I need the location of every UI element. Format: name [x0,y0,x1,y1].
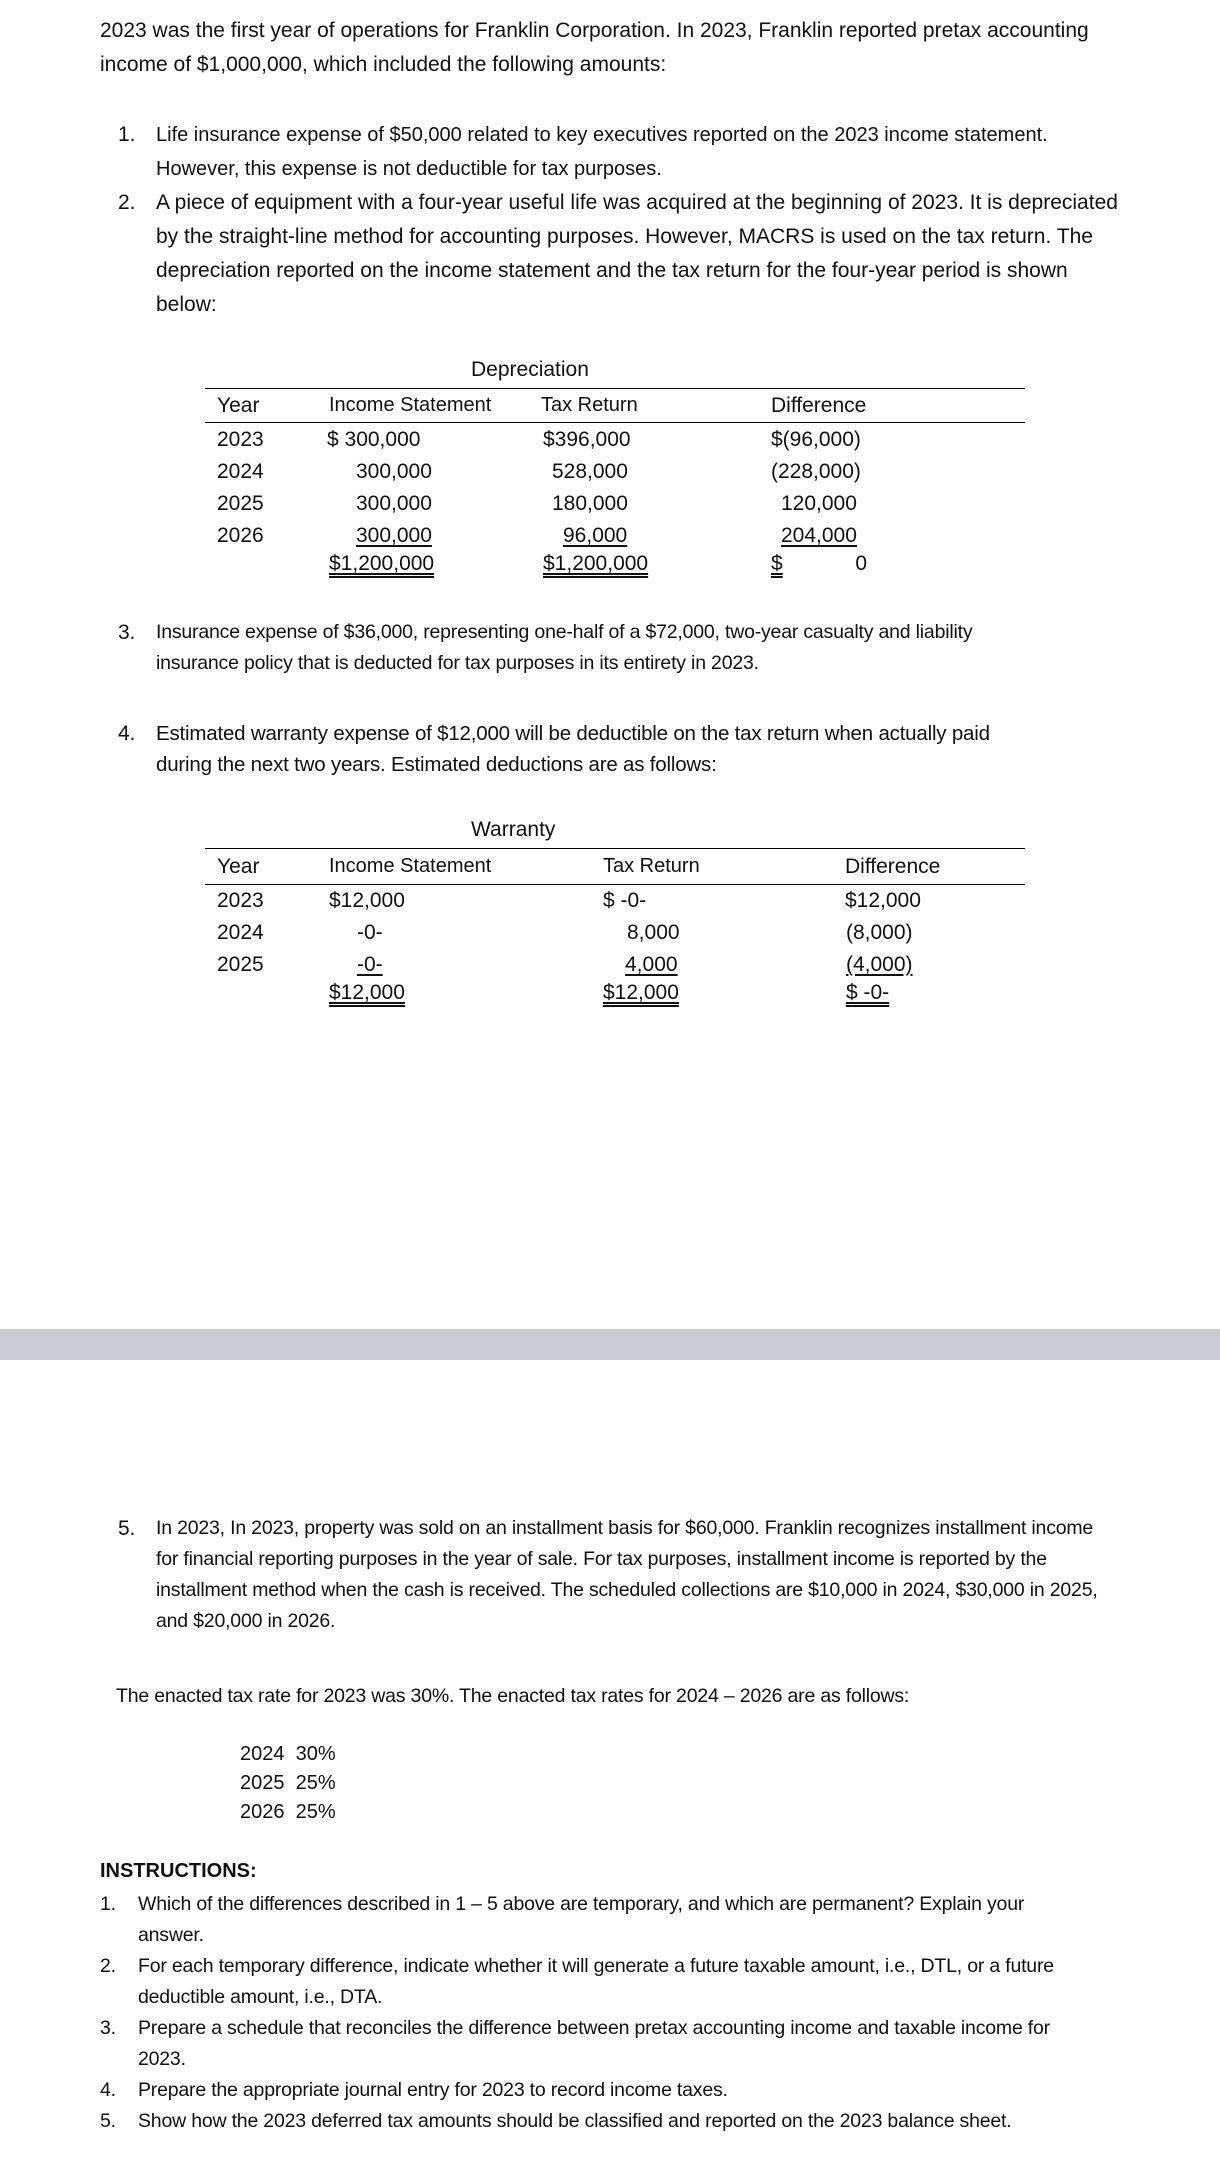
col-header-income-statement: Income Statement [329,855,492,877]
instruction-line: deductible amount, i.e., DTA. [138,1986,383,2008]
list-number: 2. [118,191,136,214]
rate-row [240,1769,336,1798]
table-total: $1,200,000 [543,552,649,575]
list-number: 4. [118,722,136,745]
intro-paragraph [100,14,1089,82]
table-cell: 2023 [217,889,264,912]
instruction-line: For each temporary difference, indicate whether it will generate a future taxable amount, i.e., DTL, or a future [138,1955,1054,1977]
table-cell: 300,000 [356,492,432,515]
list-number: 1. [118,123,136,146]
col-header-difference: Difference [771,394,867,417]
table-cell: 2024 [217,921,264,944]
instruction-line: Prepare a schedule that reconciles the difference between pretax accounting income and taxable income for [138,2017,1050,2039]
rate-value: 30% [295,1743,336,1765]
col-header-tax-return: Tax Return [603,855,700,877]
item-line: by the straight-line method for accounting purposes. However, MACRS is used on the tax return. The [156,225,1093,248]
rates-list [240,1740,336,1827]
table-title: Depreciation [471,358,589,381]
item-line: for financial reporting purposes in the year of sale. For tax purposes, installment income is reported by the [156,1548,1047,1570]
total-currency: $ [771,552,783,575]
table-cell: 300,000 [356,460,432,483]
table-cell: $ 300,000 [327,428,421,451]
instruction-1 [100,1889,1025,1951]
table-cell: (228,000) [771,460,861,483]
list-item-5 [118,1513,1098,1637]
list-number: 2. [100,1955,116,1977]
page-separator [0,1329,1220,1360]
table-cell: 2025 [217,953,264,976]
table-cell: 300,000 [356,524,432,547]
rate-year: 2026 [240,1801,285,1823]
list-number: 4. [100,2079,116,2101]
table-total: $12,000 [329,981,405,1004]
table-cell: $ -0- [603,889,647,912]
item-line: A piece of equipment with a four-year useful life was acquired at the beginning of 2023. It is depreciated [156,191,1118,214]
item-line: Life insurance expense of $50,000 related to key executives reported on the 2023 income statement. [156,124,1048,146]
rate-value: 25% [295,1801,336,1823]
item-line: However, this expense is not deductible for tax purposes. [156,158,662,180]
intro-line: income of $1,000,000, which included the following amounts: [100,53,667,76]
col-header-difference: Difference [845,855,941,878]
table-cell: $(96,000) [771,428,861,451]
table-cell: 4,000 [625,953,678,976]
table-cell: $12,000 [329,889,405,912]
rate-row [240,1798,336,1827]
table-total: $12,000 [603,981,679,1004]
instruction-2 [100,1951,1054,2013]
col-header-year: Year [217,394,260,417]
list-item-1 [118,118,1048,186]
item-line: and $20,000 in 2026. [156,1610,336,1632]
table-cell: 2023 [217,428,264,451]
list-item-4 [118,718,990,780]
list-item-3 [118,617,973,679]
table-cell: 528,000 [552,460,628,483]
instruction-line: Show how the 2023 deferred tax amounts should be classified and reported on the 2023 balance sheet. [138,2110,1012,2132]
table-rule [205,422,1025,423]
list-item-2 [118,186,1118,322]
instruction-line: Prepare the appropriate journal entry for 2023 to record income taxes. [138,2079,728,2101]
table-cell: 180,000 [552,492,628,515]
table-cell: -0- [357,953,383,976]
table-rule [205,884,1025,885]
item-line: during the next two years. Estimated deductions are as follows: [156,753,717,776]
instruction-line: answer. [138,1924,204,1946]
table-cell: 2026 [217,524,264,547]
item-line: depreciation reported on the income statement and the tax return for the four-year period is shown [156,259,1068,282]
instruction-3 [100,2013,1050,2075]
item-line: below: [156,293,217,316]
table-cell: 2024 [217,460,264,483]
item-line: installment method when the cash is received. The scheduled collections are $10,000 in 2024, $30,000 in 2025, [156,1579,1098,1601]
table-total: $1,200,000 [329,552,435,575]
list-number: 1. [100,1893,116,1915]
col-header-income-statement: Income Statement [329,394,492,416]
table-cell: $12,000 [845,889,921,912]
list-number: 3. [118,621,136,644]
table-rule [205,388,1025,389]
table-cell: (8,000) [846,921,913,944]
table-total: $ -0- [846,981,890,1004]
table-cell: 204,000 [781,524,857,547]
rate-row [240,1740,336,1769]
table-cell: 120,000 [781,492,857,515]
table-cell: -0- [357,921,383,944]
list-number: 5. [118,1517,136,1540]
intro-line: 2023 was the first year of operations for Franklin Corporation. In 2023, Franklin reported pretax accounting [100,19,1089,42]
col-header-year: Year [217,855,260,878]
instruction-line: Which of the differences described in 1 – 5 above are temporary, and which are permanent? Explain your [138,1893,1025,1915]
instruction-line: 2023. [138,2048,186,2070]
table-title: Warranty [471,818,556,841]
table-cell: $396,000 [543,428,631,451]
instruction-5 [100,2106,1012,2137]
rates-intro: The enacted tax rate for 2023 was 30%. The enacted tax rates for 2024 – 2026 are as follows: [116,1685,910,1707]
instructions-heading: INSTRUCTIONS: [100,1860,257,1882]
rate-year: 2024 [240,1743,285,1765]
col-header-tax-return: Tax Return [541,394,638,416]
table-cell: 96,000 [563,524,628,547]
instruction-4 [100,2075,728,2106]
table-rule [205,848,1025,849]
item-line: Estimated warranty expense of $12,000 will be deductible on the tax return when actually paid [156,722,990,745]
table-total [771,552,867,576]
item-line: insurance policy that is deducted for tax purposes in its entirety in 2023. [156,652,759,674]
rate-value: 25% [295,1772,336,1794]
item-line: Insurance expense of $36,000, representing one-half of a $72,000, two-year casualty and liability [156,621,973,643]
table-cell: 2025 [217,492,264,515]
table-cell: (4,000) [846,953,913,976]
rate-year: 2025 [240,1772,285,1794]
list-number: 3. [100,2017,116,2039]
item-line: In 2023, In 2023, property was sold on an installment basis for $60,000. Franklin recognizes installment income [156,1517,1094,1539]
total-value: 0 [855,552,867,575]
table-cell: 8,000 [627,921,680,944]
list-number: 5. [100,2110,116,2132]
